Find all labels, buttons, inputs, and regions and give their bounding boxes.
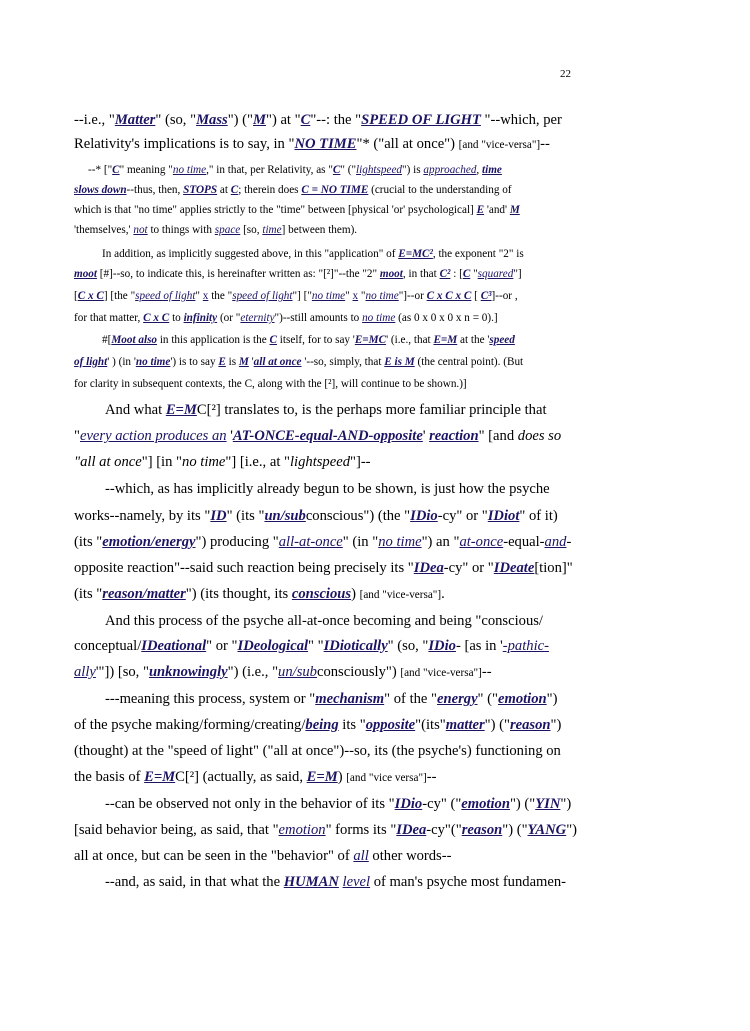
text: (crucial to the understanding of bbox=[368, 184, 512, 196]
emphasis: ally bbox=[74, 664, 96, 680]
emphasis: IDeational bbox=[141, 638, 207, 654]
emphasis: C bbox=[230, 184, 239, 196]
text: "] [" bbox=[292, 290, 312, 302]
text-line bbox=[74, 136, 550, 153]
emphasis: does so bbox=[517, 428, 562, 444]
emphasis: E=M bbox=[165, 402, 197, 418]
emphasis: E=M bbox=[433, 334, 458, 346]
text: ' bbox=[422, 428, 430, 444]
emphasis: time bbox=[262, 224, 282, 236]
text: And this process of the psyche all-at-once becoming and being "conscious/ bbox=[105, 613, 543, 629]
text-line bbox=[74, 848, 451, 865]
emphasis: IDea bbox=[396, 822, 427, 838]
emphasis: no time bbox=[362, 312, 396, 324]
text: the basis of bbox=[74, 769, 145, 785]
text: -cy" (" bbox=[422, 796, 462, 812]
emphasis: AT-ONCE-equal-AND-opposite bbox=[232, 428, 423, 444]
text-line bbox=[74, 290, 518, 302]
text: ") an " bbox=[421, 534, 460, 550]
text: [said behavior being, as said, that " bbox=[74, 822, 279, 838]
text: In addition, as implicitly suggested above, in this "application" of bbox=[102, 248, 399, 260]
text: -cy" or " bbox=[443, 560, 494, 576]
emphasis: and bbox=[544, 534, 567, 550]
text: (as 0 x 0 x 0 x n = 0).] bbox=[395, 312, 498, 324]
emphasis: every action produces an bbox=[79, 428, 227, 444]
emphasis: C bbox=[332, 164, 341, 176]
text: at bbox=[217, 184, 231, 196]
text: [and "vice-versa"] bbox=[400, 667, 482, 679]
emphasis: M bbox=[238, 356, 249, 368]
emphasis: being bbox=[305, 717, 339, 733]
emphasis: space bbox=[214, 224, 241, 236]
text: 'themselves,' bbox=[74, 224, 134, 236]
text: ") bbox=[546, 691, 558, 707]
text: ' bbox=[226, 428, 233, 444]
text: for that matter, bbox=[74, 312, 144, 324]
emphasis: no time bbox=[172, 164, 207, 176]
text: [tion]" bbox=[534, 560, 573, 576]
text: conscious") (the " bbox=[305, 508, 411, 524]
emphasis: energy bbox=[437, 691, 478, 707]
text: - bbox=[566, 534, 572, 550]
text: at the ' bbox=[457, 334, 490, 346]
emphasis: squared bbox=[477, 268, 514, 280]
text: "] [in " bbox=[141, 454, 183, 470]
emphasis: HUMAN bbox=[283, 874, 339, 890]
emphasis: -pathic- bbox=[502, 638, 549, 654]
emphasis: no time bbox=[311, 290, 346, 302]
text-line bbox=[105, 613, 543, 630]
text-line bbox=[102, 248, 524, 260]
emphasis: IDiot bbox=[487, 508, 520, 524]
text: consciously") bbox=[316, 664, 401, 680]
text-line bbox=[74, 508, 558, 525]
text: ," in that, per Relativity, as " bbox=[206, 164, 333, 176]
text: ")--still amounts to bbox=[274, 312, 363, 324]
emphasis: STOPS bbox=[183, 184, 218, 196]
text: [#]--so, to indicate this, is hereinafter written as: "[²]"--the "2" bbox=[97, 268, 380, 280]
text: " (in " bbox=[342, 534, 379, 550]
text: to things with bbox=[147, 224, 215, 236]
text: [ bbox=[74, 290, 78, 302]
emphasis: time bbox=[482, 164, 502, 176]
text-line bbox=[74, 560, 573, 577]
emphasis: C³ bbox=[480, 290, 492, 302]
emphasis: emotion bbox=[278, 822, 326, 838]
emphasis: un/sub bbox=[278, 664, 317, 680]
emphasis: no time bbox=[378, 534, 422, 550]
text: "] bbox=[513, 268, 522, 280]
emphasis: C x C x C bbox=[426, 290, 472, 302]
text: " of it) bbox=[519, 508, 558, 524]
emphasis: NO TIME bbox=[294, 136, 357, 152]
text: #[ bbox=[102, 334, 112, 346]
text: --thus, then, bbox=[126, 184, 184, 196]
emphasis: opposite bbox=[365, 717, 416, 733]
text: opposite reaction"--said such reaction being precisely its " bbox=[74, 560, 414, 576]
text: "--: the " bbox=[310, 112, 362, 128]
text-line bbox=[74, 312, 498, 324]
emphasis: IDiotically bbox=[323, 638, 388, 654]
emphasis: E=MC² bbox=[398, 248, 433, 260]
text: '"]) [so, " bbox=[95, 664, 149, 680]
emphasis: E=M bbox=[306, 769, 338, 785]
emphasis: unknowingly bbox=[148, 664, 228, 680]
emphasis: mechanism bbox=[315, 691, 385, 707]
emphasis: conscious bbox=[291, 586, 352, 602]
emphasis: IDeate bbox=[493, 560, 535, 576]
text: "--which, per bbox=[480, 112, 562, 128]
text: "]-- bbox=[350, 454, 371, 470]
emphasis: all-at-once bbox=[278, 534, 343, 550]
emphasis: M bbox=[253, 112, 266, 128]
emphasis: IDio bbox=[394, 796, 423, 812]
emphasis: E bbox=[476, 204, 485, 216]
text: -- bbox=[481, 664, 492, 680]
emphasis: YIN bbox=[535, 796, 561, 812]
emphasis: C x C bbox=[77, 290, 104, 302]
text: to bbox=[169, 312, 184, 324]
text: [ bbox=[471, 290, 481, 302]
text: , bbox=[476, 164, 483, 176]
text: ] between them). bbox=[281, 224, 358, 236]
text: C[²] translates to, is the perhaps more familiar principle that bbox=[196, 402, 547, 418]
text: conceptual/ bbox=[74, 638, 142, 654]
text: itself, for to say ' bbox=[276, 334, 355, 346]
text: ") (" bbox=[227, 112, 253, 128]
emphasis: level bbox=[342, 874, 371, 890]
emphasis: speed of light bbox=[232, 290, 293, 302]
text: " (its " bbox=[226, 508, 265, 524]
emphasis: slows down bbox=[74, 184, 127, 196]
text: --can be observed not only in the behavior of its " bbox=[105, 796, 395, 812]
emphasis: lightspeed bbox=[290, 454, 350, 470]
text: - [as in ' bbox=[455, 638, 503, 654]
text: ") bbox=[566, 822, 578, 838]
emphasis: infinity bbox=[183, 312, 218, 324]
text: in this application is the bbox=[157, 334, 270, 346]
emphasis: Matter bbox=[114, 112, 156, 128]
text: " forms its " bbox=[325, 822, 397, 838]
text: " of the " bbox=[384, 691, 438, 707]
text-line bbox=[74, 586, 445, 603]
text: ") is bbox=[402, 164, 424, 176]
emphasis: C bbox=[462, 268, 471, 280]
text: ") (" bbox=[509, 796, 536, 812]
text: --and, as said, in that what the bbox=[105, 874, 284, 890]
text: (its " bbox=[74, 586, 103, 602]
emphasis: YANG bbox=[527, 822, 567, 838]
text-line bbox=[74, 184, 512, 196]
text-line bbox=[74, 268, 522, 280]
text: . bbox=[441, 586, 445, 602]
emphasis: all at once bbox=[253, 356, 302, 368]
text: -- bbox=[540, 136, 550, 152]
text: of man's psyche most fundamen- bbox=[370, 874, 567, 890]
text: all at once, but can be seen in the "behavior" of bbox=[74, 848, 354, 864]
emphasis: approached bbox=[423, 164, 477, 176]
text-line bbox=[105, 691, 557, 708]
emphasis: at-once bbox=[459, 534, 504, 550]
text: " bbox=[345, 290, 353, 302]
text-line bbox=[74, 112, 562, 129]
text: " bbox=[470, 268, 478, 280]
text: [so, bbox=[240, 224, 263, 236]
text: 'and' bbox=[484, 204, 510, 216]
text: "] [i.e., at " bbox=[225, 454, 290, 470]
text: And what bbox=[105, 402, 166, 418]
text-line bbox=[105, 481, 550, 498]
text: " " bbox=[308, 638, 324, 654]
emphasis: not bbox=[133, 224, 148, 236]
emphasis: E=M bbox=[144, 769, 176, 785]
text: C[²] (actually, as said, bbox=[175, 769, 307, 785]
text: ") bbox=[550, 717, 562, 733]
text: -equal- bbox=[503, 534, 545, 550]
text: -cy"(" bbox=[426, 822, 462, 838]
text: '--so, simply, that bbox=[301, 356, 385, 368]
emphasis: x bbox=[202, 290, 209, 302]
text-line bbox=[105, 874, 566, 891]
text: "]--or bbox=[398, 290, 427, 302]
text: ]--or , bbox=[491, 290, 518, 302]
text: " (so, " bbox=[155, 112, 197, 128]
text-line bbox=[105, 796, 571, 813]
emphasis: "all at once bbox=[74, 454, 142, 470]
text: (the central point). (But bbox=[414, 356, 524, 368]
emphasis: moot bbox=[74, 268, 97, 280]
text: --which, as has implicitly already begun to be shown, is just how the psyche bbox=[105, 481, 550, 497]
text: ' (i.e., that bbox=[386, 334, 434, 346]
text-line bbox=[74, 822, 577, 839]
page-number: 22 bbox=[560, 68, 571, 80]
text-line bbox=[74, 378, 467, 390]
emphasis: C bbox=[112, 164, 120, 176]
text: " (" bbox=[340, 164, 357, 176]
text: (its " bbox=[74, 534, 103, 550]
emphasis: speed of light bbox=[135, 290, 196, 302]
text: ) bbox=[337, 769, 347, 785]
text: , in that bbox=[402, 268, 440, 280]
text: " meaning " bbox=[119, 164, 173, 176]
emphasis: ID bbox=[210, 508, 227, 524]
emphasis: no time bbox=[365, 290, 399, 302]
text: [and "vice-versa"] bbox=[458, 139, 541, 151]
text: which is that "no time" applies strictly to the "time" between [physical 'or' psychological] bbox=[74, 204, 477, 216]
text: ") (i.e., " bbox=[227, 664, 279, 680]
emphasis: C bbox=[300, 112, 311, 128]
text-line bbox=[88, 164, 502, 176]
emphasis: emotion bbox=[497, 691, 547, 707]
emphasis: reaction bbox=[429, 428, 479, 444]
emphasis: un/sub bbox=[264, 508, 306, 524]
text-line bbox=[74, 204, 520, 216]
emphasis: all bbox=[353, 848, 369, 864]
text-line bbox=[102, 334, 515, 346]
text-line bbox=[74, 638, 549, 655]
text-line bbox=[105, 402, 547, 419]
text-line bbox=[74, 428, 561, 445]
emphasis: matter bbox=[445, 717, 485, 733]
emphasis: reason/matter bbox=[102, 586, 186, 602]
emphasis: reason bbox=[509, 717, 551, 733]
text: " or " bbox=[206, 638, 238, 654]
text: [and "vice versa"] bbox=[346, 772, 427, 784]
text: ") (its thought, its bbox=[185, 586, 292, 602]
emphasis: C bbox=[269, 334, 277, 346]
emphasis: E bbox=[218, 356, 226, 368]
text: " bbox=[74, 428, 80, 444]
text: for clarity in subsequent contexts, the C, along with the [²], will continue to be shown.)] bbox=[74, 378, 467, 390]
emphasis: lightspeed bbox=[356, 164, 403, 176]
text: is bbox=[225, 356, 239, 368]
text: --* [" bbox=[88, 164, 113, 176]
emphasis: x bbox=[352, 290, 359, 302]
text-line bbox=[74, 664, 492, 681]
emphasis: E=MC bbox=[354, 334, 387, 346]
emphasis: IDeological bbox=[237, 638, 309, 654]
text: ') is to say bbox=[170, 356, 219, 368]
text: works--namely, by its " bbox=[74, 508, 211, 524]
emphasis: IDio bbox=[428, 638, 456, 654]
text: " [and bbox=[478, 428, 518, 444]
emphasis: IDio bbox=[410, 508, 438, 524]
text: ") (" bbox=[502, 822, 528, 838]
text-line bbox=[74, 769, 437, 786]
text-line bbox=[74, 224, 357, 236]
emphasis: no time bbox=[135, 356, 171, 368]
text: ] [the " bbox=[103, 290, 136, 302]
text: " bbox=[195, 290, 203, 302]
text: its " bbox=[338, 717, 366, 733]
text: ") producing " bbox=[195, 534, 279, 550]
text: other words-- bbox=[368, 848, 452, 864]
text: -cy" or " bbox=[437, 508, 488, 524]
emphasis: Moot also bbox=[111, 334, 158, 346]
text: Relativity's implications is to say, in " bbox=[74, 136, 295, 152]
text: --i.e., " bbox=[74, 112, 115, 128]
emphasis: Mass bbox=[196, 112, 228, 128]
text: " bbox=[358, 290, 366, 302]
text-line bbox=[74, 356, 523, 368]
text: the " bbox=[208, 290, 233, 302]
emphasis: emotion bbox=[461, 796, 510, 812]
emphasis: no time bbox=[182, 454, 226, 470]
text: ") at " bbox=[265, 112, 301, 128]
text: ---meaning this process, system or " bbox=[105, 691, 316, 707]
text: ) bbox=[351, 586, 360, 602]
text: "(its" bbox=[415, 717, 446, 733]
text: " (so, " bbox=[387, 638, 429, 654]
text-line bbox=[74, 534, 571, 551]
text-line bbox=[74, 454, 371, 471]
text-line bbox=[74, 743, 561, 760]
text: " (" bbox=[477, 691, 498, 707]
text: ' bbox=[248, 356, 254, 368]
text: (thought) at the "speed of light" ("all at once")--so, its (the psyche's) functioning on bbox=[74, 743, 561, 759]
text: : [ bbox=[450, 268, 463, 280]
emphasis: IDea bbox=[413, 560, 444, 576]
text: ; therein does bbox=[238, 184, 302, 196]
emphasis: reason bbox=[461, 822, 503, 838]
emphasis: C = NO TIME bbox=[301, 184, 369, 196]
text: [and "vice-versa"] bbox=[359, 589, 442, 601]
emphasis: C x C bbox=[143, 312, 170, 324]
text: of the psyche making/forming/creating/ bbox=[74, 717, 306, 733]
emphasis: moot bbox=[379, 268, 403, 280]
text: (or " bbox=[217, 312, 241, 324]
text: ") (" bbox=[484, 717, 510, 733]
emphasis: M bbox=[509, 204, 520, 216]
text: ' ) (in ' bbox=[107, 356, 136, 368]
text-line bbox=[74, 717, 561, 734]
text: "* ("all at once") bbox=[356, 136, 459, 152]
emphasis: emotion/energy bbox=[102, 534, 196, 550]
emphasis: SPEED OF LIGHT bbox=[361, 112, 481, 128]
text: -- bbox=[426, 769, 437, 785]
emphasis: C² bbox=[439, 268, 451, 280]
text: ") bbox=[560, 796, 572, 812]
emphasis: E is M bbox=[384, 356, 415, 368]
emphasis: eternity bbox=[240, 312, 275, 324]
emphasis: of light bbox=[74, 356, 108, 368]
text: , the exponent "2" is bbox=[432, 248, 524, 260]
emphasis: speed bbox=[489, 334, 515, 346]
